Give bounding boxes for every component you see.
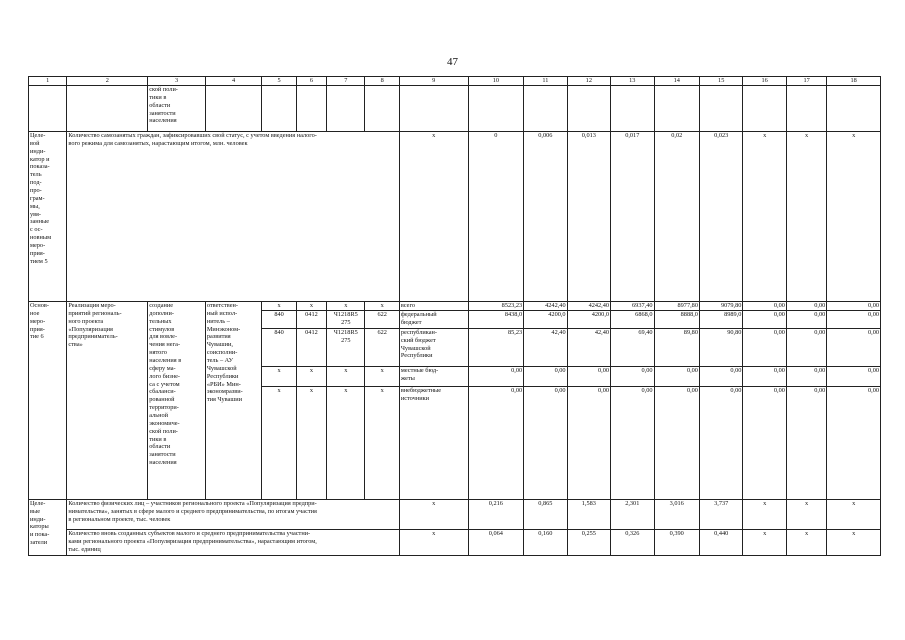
col-header: 16 bbox=[743, 77, 786, 86]
table-cell: 0,00 bbox=[743, 386, 786, 499]
table-cell: 0,00 bbox=[743, 366, 786, 386]
table-cell: 8989,0 bbox=[699, 310, 742, 328]
table-cell: 0,00 bbox=[567, 386, 610, 499]
table-cell: x bbox=[743, 499, 786, 529]
col-header: 9 bbox=[399, 77, 468, 86]
table-cell: 0,00 bbox=[654, 366, 699, 386]
table-cell: 8888,0 bbox=[654, 310, 699, 328]
table-cell: 6868,0 bbox=[611, 310, 654, 328]
table-row bbox=[29, 529, 881, 555]
col-header: 14 bbox=[654, 77, 699, 86]
table-cell: 0,017 bbox=[611, 132, 654, 302]
table-cell: 89,80 bbox=[654, 328, 699, 366]
table-cell: 0,00 bbox=[786, 302, 826, 311]
col-header: 3 bbox=[148, 77, 206, 86]
table-cell: x bbox=[262, 386, 296, 499]
table-cell: 0,00 bbox=[611, 386, 654, 499]
table-row bbox=[29, 302, 881, 311]
table-cell: x bbox=[743, 529, 786, 555]
table-cell: 0,00 bbox=[524, 386, 567, 499]
table-cell: 2,301 bbox=[611, 499, 654, 529]
table-row bbox=[29, 86, 881, 132]
table-cell: 3,016 bbox=[654, 499, 699, 529]
table-cell: x bbox=[365, 366, 399, 386]
col-header: 11 bbox=[524, 77, 567, 86]
table-cell: x bbox=[296, 386, 326, 499]
table-cell: x bbox=[296, 302, 326, 311]
table-cell: 0 bbox=[468, 132, 524, 302]
table-cell: 0,00 bbox=[699, 366, 742, 386]
indicator-text: Количество самозанятых граждан, зафиксировавших свой статус, с учетом введения налого- вого режима для самозанятых, нарастающим итогом, млн. человек bbox=[67, 132, 399, 302]
table-cell: 0,440 bbox=[699, 529, 742, 555]
table-cell: 69,40 bbox=[611, 328, 654, 366]
table-cell: 9079,80 bbox=[699, 302, 742, 311]
indicator-heading: Целе- вые инди- каторы и пока- затели bbox=[29, 499, 67, 555]
table-cell: 0,00 bbox=[786, 366, 826, 386]
table-cell: 0,023 bbox=[699, 132, 742, 302]
indicator-text: Количество вновь созданных субъектов малого и среднего предпринимательства участни- ками регионального проекта «Популяризация предпринимательства», нарастающим итогом, тыс. единиц bbox=[67, 529, 399, 555]
table-cell: 42,40 bbox=[567, 328, 610, 366]
table-cell: 42,40 bbox=[524, 328, 567, 366]
col-header: 17 bbox=[786, 77, 826, 86]
budget-table bbox=[28, 76, 881, 556]
table-cell: 622 bbox=[365, 310, 399, 328]
col-header: 13 bbox=[611, 77, 654, 86]
table-cell: x bbox=[262, 302, 296, 311]
col-header: 1 bbox=[29, 77, 67, 86]
table-cell: 0,02 bbox=[654, 132, 699, 302]
col-header: 15 bbox=[699, 77, 742, 86]
funding-source: республикан- ский бюджет Чувашской Республики bbox=[399, 328, 468, 366]
table-cell: x bbox=[262, 366, 296, 386]
table-cell: 622 bbox=[365, 328, 399, 366]
table-cell: 0,00 bbox=[786, 310, 826, 328]
table-cell: x bbox=[399, 132, 468, 302]
table-cell: 4242,40 bbox=[524, 302, 567, 311]
table-cell: 0,00 bbox=[654, 386, 699, 499]
col-header: 4 bbox=[205, 77, 262, 86]
table-cell: 0,013 bbox=[567, 132, 610, 302]
table-cell: 0,00 bbox=[827, 302, 881, 311]
table-cell: x bbox=[827, 132, 881, 302]
col-header: 7 bbox=[327, 77, 365, 86]
table-cell: x bbox=[327, 386, 365, 499]
table-cell: 0,00 bbox=[468, 386, 524, 499]
funding-source: федеральный бюджет bbox=[399, 310, 468, 328]
table-cell: 0,00 bbox=[567, 366, 610, 386]
table-row bbox=[29, 499, 881, 529]
col-header: 10 bbox=[468, 77, 524, 86]
event-goal: создание дополни- тельных стимулов для вовле- чения нега- нятого населения в сферу ма- лого бизне- са с учетом сбаланси- рованной территори- альной экономиче- ской поли- тики в области занятости населения bbox=[148, 302, 206, 500]
goal-cell: ской поли- тики в области занятости населения bbox=[148, 86, 206, 132]
table-cell: 0,006 bbox=[524, 132, 567, 302]
table-row bbox=[29, 132, 881, 302]
table-cell: 0,00 bbox=[611, 366, 654, 386]
table-cell: x bbox=[743, 132, 786, 302]
col-header: 8 bbox=[365, 77, 399, 86]
col-header: 5 bbox=[262, 77, 296, 86]
table-cell: 0,00 bbox=[743, 328, 786, 366]
col-header: 2 bbox=[67, 77, 148, 86]
table-cell: 0412 bbox=[296, 310, 326, 328]
table-cell: 840 bbox=[262, 310, 296, 328]
table-cell: 0,255 bbox=[567, 529, 610, 555]
table-cell: x bbox=[827, 499, 881, 529]
table-cell: 0,865 bbox=[524, 499, 567, 529]
table-cell: x bbox=[327, 366, 365, 386]
funding-source: местные бюд- жеты bbox=[399, 366, 468, 386]
table-cell: 0,00 bbox=[743, 310, 786, 328]
table-cell: Ч1218R5 275 bbox=[327, 310, 365, 328]
table-cell: 3,737 bbox=[699, 499, 742, 529]
table-cell: 0,326 bbox=[611, 529, 654, 555]
table-cell: 0,00 bbox=[699, 386, 742, 499]
indicator-heading: Целе- вой инди- катор и показа- тель под- про- грам- мы, увя- занные с ос- новным меро- прия- тием 5 bbox=[29, 132, 67, 302]
table-cell: 0,216 bbox=[468, 499, 524, 529]
table-cell: 0,00 bbox=[786, 328, 826, 366]
event-executor: ответствен- ный испол- нитель – Минэконом- развития Чувашии, соисполни- тель – АУ Чувашской Республики «РБИ» Мин- экономразви- тия Чувашии bbox=[205, 302, 262, 500]
table-cell: 0412 bbox=[296, 328, 326, 366]
table-cell: 0,00 bbox=[524, 366, 567, 386]
table-cell: x bbox=[786, 132, 826, 302]
table-cell: x bbox=[399, 529, 468, 555]
table-cell: 8438,0 bbox=[468, 310, 524, 328]
table-cell: 1,583 bbox=[567, 499, 610, 529]
indicator-text: Количество физических лиц – участников регионального проекта «Популяризация предпри- нимательства», занятых в сфере малого и среднего предпринимательства, по итогам участия в региональном проекте, тыс. человек bbox=[67, 499, 399, 529]
table-cell: 0,00 bbox=[827, 366, 881, 386]
table-cell: 8523,23 bbox=[468, 302, 524, 311]
table-cell: x bbox=[296, 366, 326, 386]
funding-source: внебюджетные источники bbox=[399, 386, 468, 499]
table-cell: x bbox=[327, 302, 365, 311]
page-number: 47 bbox=[447, 56, 458, 68]
table-cell: 8977,80 bbox=[654, 302, 699, 311]
col-header: 18 bbox=[827, 77, 881, 86]
table-cell: 0,00 bbox=[743, 302, 786, 311]
table-cell: 0,00 bbox=[827, 386, 881, 499]
table-cell: 4200,0 bbox=[524, 310, 567, 328]
table-cell: 0,00 bbox=[827, 328, 881, 366]
table-cell: x bbox=[786, 499, 826, 529]
table-cell: x bbox=[365, 386, 399, 499]
table-cell: 0,160 bbox=[524, 529, 567, 555]
table-cell: x bbox=[365, 302, 399, 311]
table-cell: 4242,40 bbox=[567, 302, 610, 311]
table-cell: 0,064 bbox=[468, 529, 524, 555]
column-number-row bbox=[29, 77, 881, 86]
table-cell: 85,23 bbox=[468, 328, 524, 366]
col-header: 6 bbox=[296, 77, 326, 86]
col-header: 12 bbox=[567, 77, 610, 86]
table-cell: 0,00 bbox=[827, 310, 881, 328]
table-cell: 0,00 bbox=[468, 366, 524, 386]
table-cell: x bbox=[399, 499, 468, 529]
table-cell: x bbox=[827, 529, 881, 555]
table-cell: Ч1218R5 275 bbox=[327, 328, 365, 366]
table-cell: 6937,40 bbox=[611, 302, 654, 311]
table-cell: 0,390 bbox=[654, 529, 699, 555]
event-heading: Основ- ное меро- прия- тие 6 bbox=[29, 302, 67, 500]
table-cell: 90,80 bbox=[699, 328, 742, 366]
table-cell: 840 bbox=[262, 328, 296, 366]
table-cell: 0,00 bbox=[786, 386, 826, 499]
table-cell: 4200,0 bbox=[567, 310, 610, 328]
event-name: Реализация меро- приятий региональ- ного проекта «Популяризация предприниматель- ства» bbox=[67, 302, 148, 500]
table-cell: x bbox=[786, 529, 826, 555]
funding-source: всего bbox=[399, 302, 468, 311]
